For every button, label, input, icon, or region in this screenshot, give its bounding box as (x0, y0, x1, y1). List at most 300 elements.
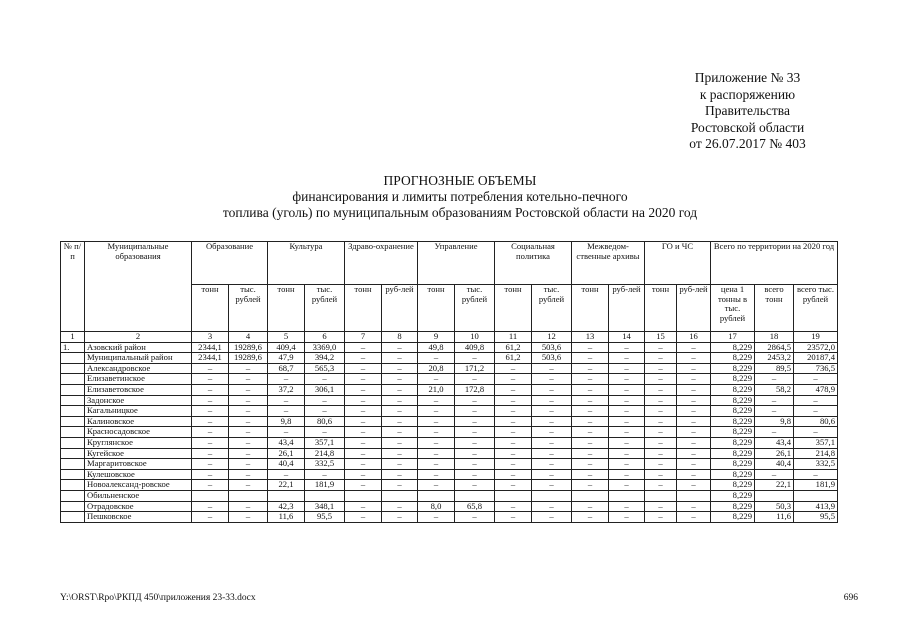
table-cell: – (229, 448, 268, 459)
table-cell: – (532, 384, 572, 395)
title-line: ПРОГНОЗНЫЕ ОБЪЕМЫ (383, 173, 537, 188)
table-cell: – (455, 395, 495, 406)
table-cell (532, 490, 572, 501)
subheader-cell: тыс. рублей (305, 285, 345, 332)
table-cell: 61,2 (495, 342, 532, 353)
header-group: Управление (418, 242, 495, 285)
table-cell: – (192, 384, 229, 395)
table-cell: – (572, 437, 609, 448)
table-cell: 394,2 (305, 353, 345, 364)
table-cell: – (645, 501, 677, 512)
table-cell: – (645, 480, 677, 491)
table-cell: – (572, 416, 609, 427)
table-cell (61, 384, 85, 395)
table-cell: – (229, 406, 268, 417)
header-group: Здраво-охранение (345, 242, 418, 285)
table-cell: – (229, 384, 268, 395)
table-cell: 172,8 (455, 384, 495, 395)
subheader-cell: руб-лей (677, 285, 711, 332)
table-cell: – (572, 395, 609, 406)
table-cell: – (418, 459, 455, 470)
table-cell: 21,0 (418, 384, 455, 395)
table-cell: 80,6 (794, 416, 838, 427)
table-cell: – (677, 395, 711, 406)
table-cell: 736,5 (794, 363, 838, 374)
table-cell: 8,229 (711, 501, 755, 512)
table-cell (229, 490, 268, 501)
subheader-cell: тонн (268, 285, 305, 332)
table-cell: – (345, 459, 382, 470)
table-cell: – (677, 448, 711, 459)
table-cell (61, 406, 85, 417)
table-row (61, 501, 838, 512)
appendix-line: Правительства (705, 103, 790, 118)
table-cell: – (455, 406, 495, 417)
table-cell: 9,8 (268, 416, 305, 427)
table-cell: – (677, 353, 711, 364)
table-cell: – (794, 427, 838, 438)
table-cell: – (268, 374, 305, 385)
table-cell: – (192, 480, 229, 491)
table-cell: 23572,0 (794, 342, 838, 353)
table-cell (61, 512, 85, 523)
table-cell: – (794, 406, 838, 417)
table-cell: 332,5 (794, 459, 838, 470)
table-cell: – (677, 416, 711, 427)
table-cell: – (572, 427, 609, 438)
table-cell: – (645, 512, 677, 523)
table-cell: – (572, 353, 609, 364)
table-cell: 37,2 (268, 384, 305, 395)
table-cell (192, 490, 229, 501)
table-row (61, 363, 838, 374)
table-cell: 181,9 (305, 480, 345, 491)
table-row (61, 490, 838, 501)
column-number: 1 (61, 332, 85, 343)
table-cell (645, 490, 677, 501)
table-cell: 503,6 (532, 342, 572, 353)
table-cell: 413,9 (794, 501, 838, 512)
column-number: 16 (677, 332, 711, 343)
table-cell: – (455, 437, 495, 448)
table-cell: 2453,2 (755, 353, 794, 364)
table-cell: – (572, 459, 609, 470)
table-cell: – (532, 406, 572, 417)
municipality-name: Круглянское (85, 437, 192, 448)
header-group: Межведом-ственные архивы (572, 242, 645, 285)
table-cell: – (382, 469, 418, 480)
table-cell: 8,229 (711, 384, 755, 395)
municipality-name: Красносадовское (85, 427, 192, 438)
table-cell: – (677, 437, 711, 448)
table-cell: – (382, 395, 418, 406)
header-group: Социальная политика (495, 242, 572, 285)
table-cell: – (755, 427, 794, 438)
column-number: 3 (192, 332, 229, 343)
table-cell: – (345, 427, 382, 438)
table-cell: – (418, 416, 455, 427)
table-cell: – (609, 363, 645, 374)
table-cell (345, 490, 382, 501)
table-cell: – (645, 469, 677, 480)
column-number: 17 (711, 332, 755, 343)
table-cell: 19289,6 (229, 342, 268, 353)
table-cell: – (532, 459, 572, 470)
table-cell: – (229, 469, 268, 480)
table-cell: – (677, 480, 711, 491)
table-cell: 409,4 (268, 342, 305, 353)
table-cell: – (755, 406, 794, 417)
appendix-block (640, 70, 855, 153)
table-cell: 50,3 (755, 501, 794, 512)
table-cell: 26,1 (268, 448, 305, 459)
municipality-name: Задонское (85, 395, 192, 406)
table-cell: – (645, 363, 677, 374)
table-cell: – (645, 342, 677, 353)
table-cell: – (418, 448, 455, 459)
table-cell: 503,6 (532, 353, 572, 364)
table-cell: – (677, 406, 711, 417)
table-cell: – (677, 384, 711, 395)
table-row (61, 406, 838, 417)
header-municipality: Муниципальные образования (85, 242, 192, 332)
column-number-row (61, 332, 838, 343)
table-cell: – (572, 342, 609, 353)
table-cell: – (609, 353, 645, 364)
table-cell: 40,4 (755, 459, 794, 470)
column-number: 10 (455, 332, 495, 343)
table-cell: 2864,5 (755, 342, 794, 353)
subheader-cell: тонн (645, 285, 677, 332)
table-cell: – (755, 374, 794, 385)
table-row (61, 395, 838, 406)
table-cell: – (572, 384, 609, 395)
table-cell: – (532, 480, 572, 491)
column-number: 19 (794, 332, 838, 343)
table-cell: – (382, 480, 418, 491)
table-cell: 61,2 (495, 353, 532, 364)
table-cell: – (382, 416, 418, 427)
table-cell: 171,2 (455, 363, 495, 374)
table-cell: – (305, 427, 345, 438)
table-cell: 43,4 (268, 437, 305, 448)
table-cell: – (532, 395, 572, 406)
table-cell: 8,229 (711, 363, 755, 374)
table-row (61, 437, 838, 448)
table-cell (455, 490, 495, 501)
table-cell: 306,1 (305, 384, 345, 395)
table-cell: – (305, 395, 345, 406)
table-cell: – (192, 416, 229, 427)
subheader-cell: тонн (418, 285, 455, 332)
table-cell (794, 490, 838, 501)
document-title (90, 173, 830, 221)
table-cell: – (268, 469, 305, 480)
table-cell: – (495, 374, 532, 385)
table-cell: – (645, 395, 677, 406)
table-cell: – (305, 469, 345, 480)
subheader-cell: руб-лей (609, 285, 645, 332)
column-number: 15 (645, 332, 677, 343)
table-cell: – (382, 406, 418, 417)
subheader-cell: тыс. рублей (455, 285, 495, 332)
table-cell: – (572, 406, 609, 417)
table-cell: – (572, 480, 609, 491)
table-cell: 8,229 (711, 512, 755, 523)
header-group: Культура (268, 242, 345, 285)
municipality-name: Отрадовское (85, 501, 192, 512)
table-cell: – (229, 437, 268, 448)
table-cell: – (645, 374, 677, 385)
table-cell: – (609, 448, 645, 459)
table-cell: 2344,1 (192, 353, 229, 364)
table-row (61, 459, 838, 470)
table-cell: 8,0 (418, 501, 455, 512)
header-row (61, 242, 838, 285)
table-cell (61, 437, 85, 448)
table-cell: – (677, 363, 711, 374)
municipality-name: Кулешовское (85, 469, 192, 480)
table-cell: 8,229 (711, 437, 755, 448)
table-cell: – (192, 427, 229, 438)
subheader-cell: тыс. рублей (532, 285, 572, 332)
table-cell: 58,2 (755, 384, 794, 395)
column-number: 14 (609, 332, 645, 343)
table-cell: 49,8 (418, 342, 455, 353)
municipality-name: Елизаветовское (85, 384, 192, 395)
header-group: ГО и ЧС (645, 242, 711, 285)
table-cell: – (192, 395, 229, 406)
table-cell: – (455, 353, 495, 364)
table-cell: 68,7 (268, 363, 305, 374)
table-cell: 9,8 (755, 416, 794, 427)
table-cell: – (572, 448, 609, 459)
table-cell: – (229, 459, 268, 470)
table-cell: 8,229 (711, 374, 755, 385)
table-cell: – (495, 469, 532, 480)
table-cell: 8,229 (711, 448, 755, 459)
table-cell: – (382, 459, 418, 470)
table-cell: – (455, 459, 495, 470)
table-cell: 8,229 (711, 469, 755, 480)
table-cell: 47,9 (268, 353, 305, 364)
table-cell (61, 501, 85, 512)
table-cell: – (192, 448, 229, 459)
table-cell: – (229, 395, 268, 406)
table-cell: – (192, 406, 229, 417)
table-row (61, 480, 838, 491)
table-cell: – (229, 501, 268, 512)
table-cell: 214,8 (305, 448, 345, 459)
table-cell: – (192, 363, 229, 374)
table-row (61, 512, 838, 523)
table-cell: – (382, 374, 418, 385)
column-number: 6 (305, 332, 345, 343)
table-cell (61, 395, 85, 406)
municipality-name: Александровское (85, 363, 192, 374)
municipality-name: Елизаветинское (85, 374, 192, 385)
table-cell: – (532, 416, 572, 427)
table-cell: – (677, 469, 711, 480)
table-cell: 8,229 (711, 416, 755, 427)
table-cell: – (418, 480, 455, 491)
appendix-line: Ростовской области (690, 119, 805, 135)
fuel-limits-table (60, 241, 838, 523)
table-cell: 8,229 (711, 459, 755, 470)
municipality-name: Обильненское (85, 490, 192, 501)
table-cell: – (609, 501, 645, 512)
table-cell: – (609, 512, 645, 523)
table-cell: – (345, 437, 382, 448)
table-cell: – (345, 395, 382, 406)
table-cell: 11,6 (755, 512, 794, 523)
table-cell: – (382, 437, 418, 448)
table-cell: – (455, 416, 495, 427)
table-cell: – (495, 501, 532, 512)
column-number: 7 (345, 332, 382, 343)
table-cell: 214,8 (794, 448, 838, 459)
municipality-name: Калиновское (85, 416, 192, 427)
table-cell: 8,229 (711, 427, 755, 438)
table-cell (755, 490, 794, 501)
table-cell: 11,6 (268, 512, 305, 523)
table-cell: – (382, 512, 418, 523)
table-cell (572, 490, 609, 501)
table-cell: – (345, 469, 382, 480)
table-cell (61, 490, 85, 501)
table-cell: – (645, 406, 677, 417)
table-cell: – (345, 512, 382, 523)
table-cell: – (495, 363, 532, 374)
table-cell: 22,1 (755, 480, 794, 491)
table-cell: – (609, 416, 645, 427)
table-cell: – (532, 512, 572, 523)
table-cell: 95,5 (794, 512, 838, 523)
table-cell: – (382, 342, 418, 353)
table-cell: – (572, 363, 609, 374)
table-cell (61, 374, 85, 385)
column-number: 5 (268, 332, 305, 343)
table-cell: – (645, 427, 677, 438)
table-cell: – (572, 374, 609, 385)
table-cell: – (229, 480, 268, 491)
table-cell: – (345, 416, 382, 427)
table-cell: – (609, 480, 645, 491)
table-cell: 348,1 (305, 501, 345, 512)
column-number: 18 (755, 332, 794, 343)
table-cell: – (418, 374, 455, 385)
column-number: 11 (495, 332, 532, 343)
appendix-line: к распоряжению (699, 86, 796, 102)
table-row (61, 374, 838, 385)
subheader-cell: руб-лей (382, 285, 418, 332)
table-cell: – (192, 374, 229, 385)
appendix-line: Приложение № 33 (694, 70, 801, 85)
table-cell: 43,4 (755, 437, 794, 448)
municipality-name: Кугейское (85, 448, 192, 459)
table-cell: – (495, 427, 532, 438)
table-cell: – (268, 406, 305, 417)
table-row (61, 353, 838, 364)
table-cell: – (455, 469, 495, 480)
table-cell: – (532, 501, 572, 512)
table-cell (418, 490, 455, 501)
table-cell: 80,6 (305, 416, 345, 427)
municipality-name: Пешковское (85, 512, 192, 523)
table-cell: 8,229 (711, 490, 755, 501)
table-cell: – (495, 384, 532, 395)
table-cell: 409,8 (455, 342, 495, 353)
table-cell: – (495, 480, 532, 491)
table-cell (61, 459, 85, 470)
table-cell (61, 353, 85, 364)
table-cell (61, 448, 85, 459)
table-cell: – (572, 512, 609, 523)
table-cell: – (345, 501, 382, 512)
table-cell: – (609, 384, 645, 395)
table-cell: 42,3 (268, 501, 305, 512)
table-cell: – (455, 512, 495, 523)
page-number: 696 (843, 593, 858, 603)
table-cell: – (645, 459, 677, 470)
table-cell: – (345, 480, 382, 491)
table-row (61, 342, 838, 353)
table-cell: 65,8 (455, 501, 495, 512)
column-number: 12 (532, 332, 572, 343)
header-num: № п/п (61, 242, 85, 332)
table-cell (677, 490, 711, 501)
table-cell: 95,5 (305, 512, 345, 523)
table-cell: 3369,0 (305, 342, 345, 353)
table-cell: – (645, 437, 677, 448)
table-cell: 20187,4 (794, 353, 838, 364)
table-cell: – (455, 374, 495, 385)
table-cell: – (677, 459, 711, 470)
table-cell (495, 490, 532, 501)
table-cell: – (495, 459, 532, 470)
table-cell: – (192, 501, 229, 512)
table-cell: – (609, 342, 645, 353)
table-cell: – (677, 512, 711, 523)
column-number: 2 (85, 332, 192, 343)
subheader-cell: тыс. рублей (229, 285, 268, 332)
table-cell (268, 490, 305, 501)
table-cell: – (532, 427, 572, 438)
table-cell: 19289,6 (229, 353, 268, 364)
table-row (61, 416, 838, 427)
column-number: 4 (229, 332, 268, 343)
table-cell: – (572, 469, 609, 480)
table-cell: – (192, 512, 229, 523)
table-cell: – (418, 437, 455, 448)
table-cell: – (382, 427, 418, 438)
table-cell: – (532, 469, 572, 480)
table-cell: – (229, 427, 268, 438)
table-cell: – (645, 416, 677, 427)
table-cell: 22,1 (268, 480, 305, 491)
table-cell: – (305, 374, 345, 385)
table-cell: – (609, 395, 645, 406)
table-row (61, 384, 838, 395)
subheader-total-cell: всего тыс. рублей (794, 285, 838, 332)
table-cell: – (345, 353, 382, 364)
table-cell: 332,5 (305, 459, 345, 470)
table-cell: – (572, 501, 609, 512)
table-cell: – (382, 501, 418, 512)
table-cell: – (495, 512, 532, 523)
table-cell: – (609, 437, 645, 448)
table-cell: 20,8 (418, 363, 455, 374)
